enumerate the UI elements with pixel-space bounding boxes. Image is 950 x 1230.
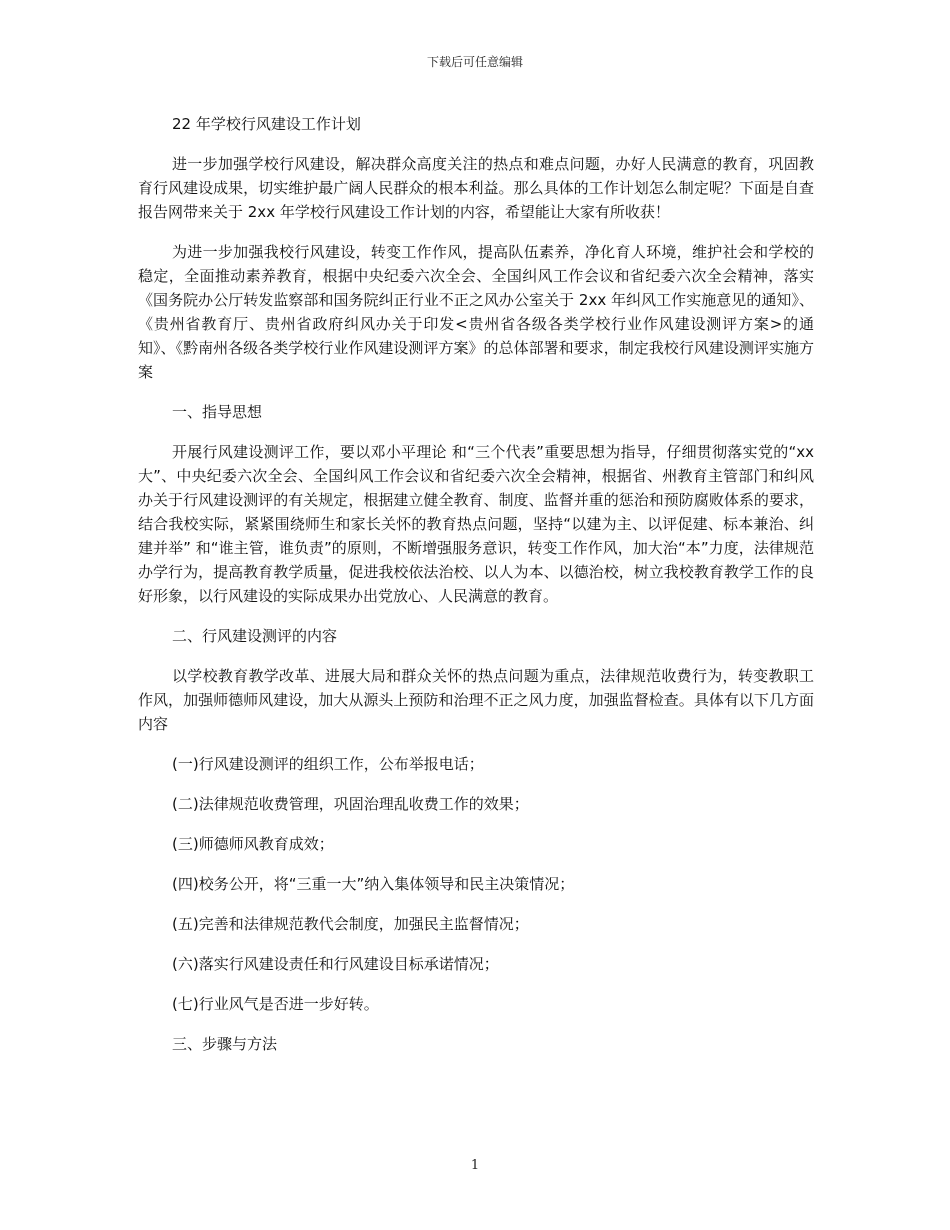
- page-number: 1: [470, 1158, 480, 1173]
- document-body: [138, 112, 814, 1072]
- background-paragraph: 为进一步加强我校行风建设，转变工作作风，提高队伍素养，净化育人环境，维护社会和学校的稳定，全面推动素养教育，根据中央纪委六次全会、全国纠风工作会议和省纪委六次全会精神，落实《国务院办公厅转发监察部和国务院纠正行业不正之风办公室关于 2xx 年纠风工作实施意见的通知》、《贵州省教育厅、贵州省政府纠风办关于印发<贵州省各级各类学校行业作风建设测评方案>的通知》、《黔南州各级各类学校行业作风建设测评方案》的总体部署和要求，制定我校行风建设测评实施方案: [138, 243, 814, 381]
- section-heading-guiding-ideology: 一、指导思想: [172, 403, 263, 421]
- list-item: (六)落实行风建设责任和行风建设目标承诺情况；: [172, 955, 499, 973]
- intro-paragraph: 进一步加强学校行风建设，解决群众高度关注的热点和难点问题，办好人民满意的教育，巩固教育行风建设成果，切实维护最广阔人民群众的根本利益。那么具体的工作计划怎么制定呢？下面是自查报告网带来关于 2xx 年学校行风建设工作计划的内容，希望能让大家有所收获！: [138, 155, 814, 221]
- list-item: (七)行业风气是否进一步好转。: [172, 995, 379, 1013]
- page-header: 下载后可任意编辑: [426, 55, 523, 69]
- list-item: (二)法律规范收费管理，巩固治理乱收费工作的效果；: [172, 795, 529, 813]
- section-heading-steps-methods: 三、步骤与方法: [172, 1035, 278, 1053]
- list-item: (五)完善和法律规范教代会制度，加强民主监督情况；: [172, 915, 529, 933]
- section-heading-evaluation-content: 二、行风建设测评的内容: [172, 627, 338, 645]
- list-item: (四)校务公开，将“三重一大”纳入集体领导和民主决策情况；: [172, 875, 575, 893]
- evaluation-content-paragraph: 以学校教育教学改革、进展大局和群众关怀的热点问题为重点，法律规范收费行为，转变教职工作风，加强师德师风建设，加大从源头上预防和治理不正之风力度，加强监督检查。具体有以下几方面内容: [138, 667, 814, 733]
- list-item: (三)师德师风教育成效；: [172, 835, 334, 853]
- list-item: (一)行风建设测评的组织工作，公布举报电话；: [172, 755, 484, 773]
- guiding-ideology-paragraph: 开展行风建设测评工作，要以邓小平理论 和“三个代表”重要思想为指导，仔细贯彻落实党的“xx 大”、中央纪委六次全会、全国纠风工作会议和省纪委六次全会精神，根据省、州教育主管部门和纠风办关于行风建设测评的有关规定，根据建立健全教育、制度、监督并重的惩治和预防腐败体系的要求，结合我校实际，紧紧围绕师生和家长关怀的教育热点问题，坚持“以建为主、以评促建、标本兼治、纠建并举” 和“谁主管，谁负责”的原则，不断增强服务意识，转变工作作风，加大治“本”力度，法律规范办学行为，提高教育教学质量，促进我校依法治校、以人为本、以德治校，树立我校教育教学工作的良好形象，以行风建设的实际成果办出党放心、人民满意的教育。: [138, 443, 814, 605]
- document-title: 22 年学校行风建设工作计划: [172, 115, 361, 133]
